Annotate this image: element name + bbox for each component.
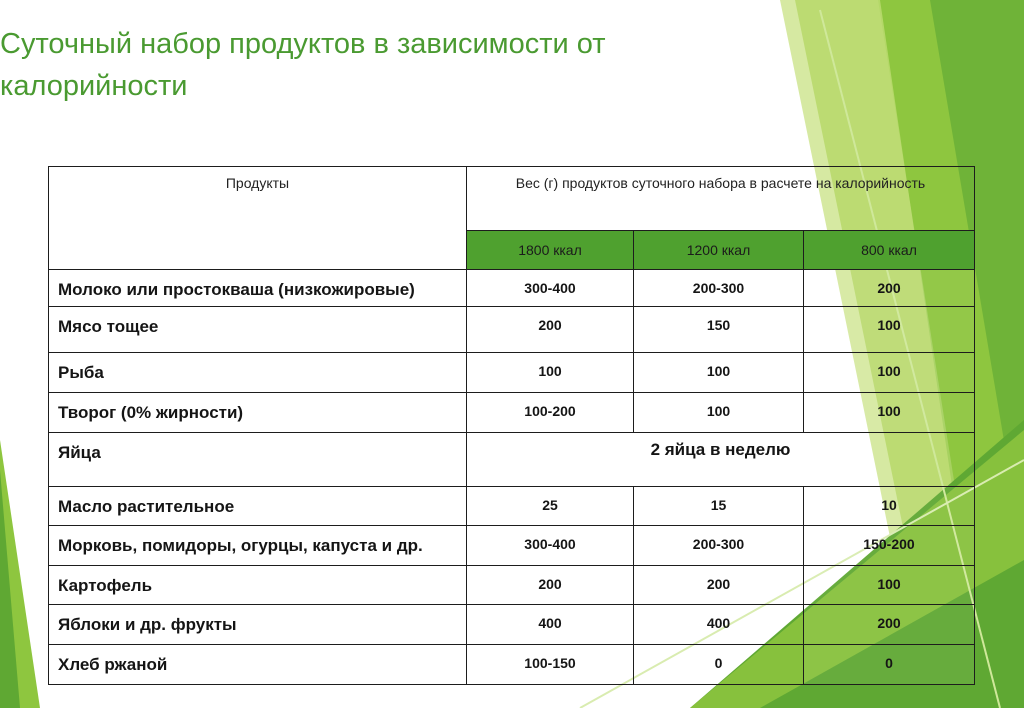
row-name: Масло растительное: [49, 487, 467, 526]
row-name: Творог (0% жирности): [49, 393, 467, 433]
value-1800: 25: [467, 487, 634, 526]
header-1200-kcal: 1200 ккал: [634, 231, 804, 270]
header-weight: Вес (г) продуктов суточного набора в расчете на калорийность: [467, 167, 975, 231]
table-row: [49, 270, 975, 307]
value-1800: 300-400: [467, 270, 634, 307]
value-1200: 200-300: [634, 526, 804, 566]
row-name: Морковь, помидоры, огурцы, капуста и др.: [49, 526, 467, 566]
table-row: [49, 526, 975, 566]
value-800: 150-200: [804, 526, 975, 566]
value-1800: 300-400: [467, 526, 634, 566]
table-row: [49, 645, 975, 685]
value-1800: 200: [467, 307, 634, 353]
header-1800-kcal: 1800 ккал: [467, 231, 634, 270]
value-800: 10: [804, 487, 975, 526]
table-row: [49, 605, 975, 645]
table-header-row: [49, 167, 975, 231]
value-1800: 100-200: [467, 393, 634, 433]
eggs-span-value: 2 яйца в неделю: [467, 433, 975, 487]
products-table: [48, 166, 975, 685]
row-name: Рыба: [49, 353, 467, 393]
value-800: 0: [804, 645, 975, 685]
table-row: [49, 307, 975, 353]
table-row: [49, 433, 975, 487]
row-name: Яблоки и др. фрукты: [49, 605, 467, 645]
table-row: [49, 353, 975, 393]
value-800: 200: [804, 270, 975, 307]
value-800: 100: [804, 393, 975, 433]
value-1200: 200: [634, 566, 804, 605]
table-row: [49, 487, 975, 526]
value-800: 100: [804, 566, 975, 605]
value-1800: 200: [467, 566, 634, 605]
value-1200: 15: [634, 487, 804, 526]
value-800: 200: [804, 605, 975, 645]
value-800: 100: [804, 307, 975, 353]
row-name: Картофель: [49, 566, 467, 605]
value-1800: 100: [467, 353, 634, 393]
table-row: [49, 393, 975, 433]
header-800-kcal: 800 ккал: [804, 231, 975, 270]
value-1200: 100: [634, 353, 804, 393]
value-1200: 150: [634, 307, 804, 353]
value-1200: 0: [634, 645, 804, 685]
value-1800: 400: [467, 605, 634, 645]
value-1200: 200-300: [634, 270, 804, 307]
row-name: Молоко или простокваша (низкожировые): [49, 270, 467, 307]
value-800: 100: [804, 353, 975, 393]
header-products: Продукты: [49, 167, 467, 270]
value-1200: 100: [634, 393, 804, 433]
row-name: Хлеб ржаной: [49, 645, 467, 685]
value-1200: 400: [634, 605, 804, 645]
page-title: Суточный набор продуктов в зависимости от калорийности: [0, 28, 606, 103]
value-1800: 100-150: [467, 645, 634, 685]
row-name: Мясо тощее: [49, 307, 467, 353]
row-name: Яйца: [49, 433, 467, 487]
table-row: [49, 566, 975, 605]
